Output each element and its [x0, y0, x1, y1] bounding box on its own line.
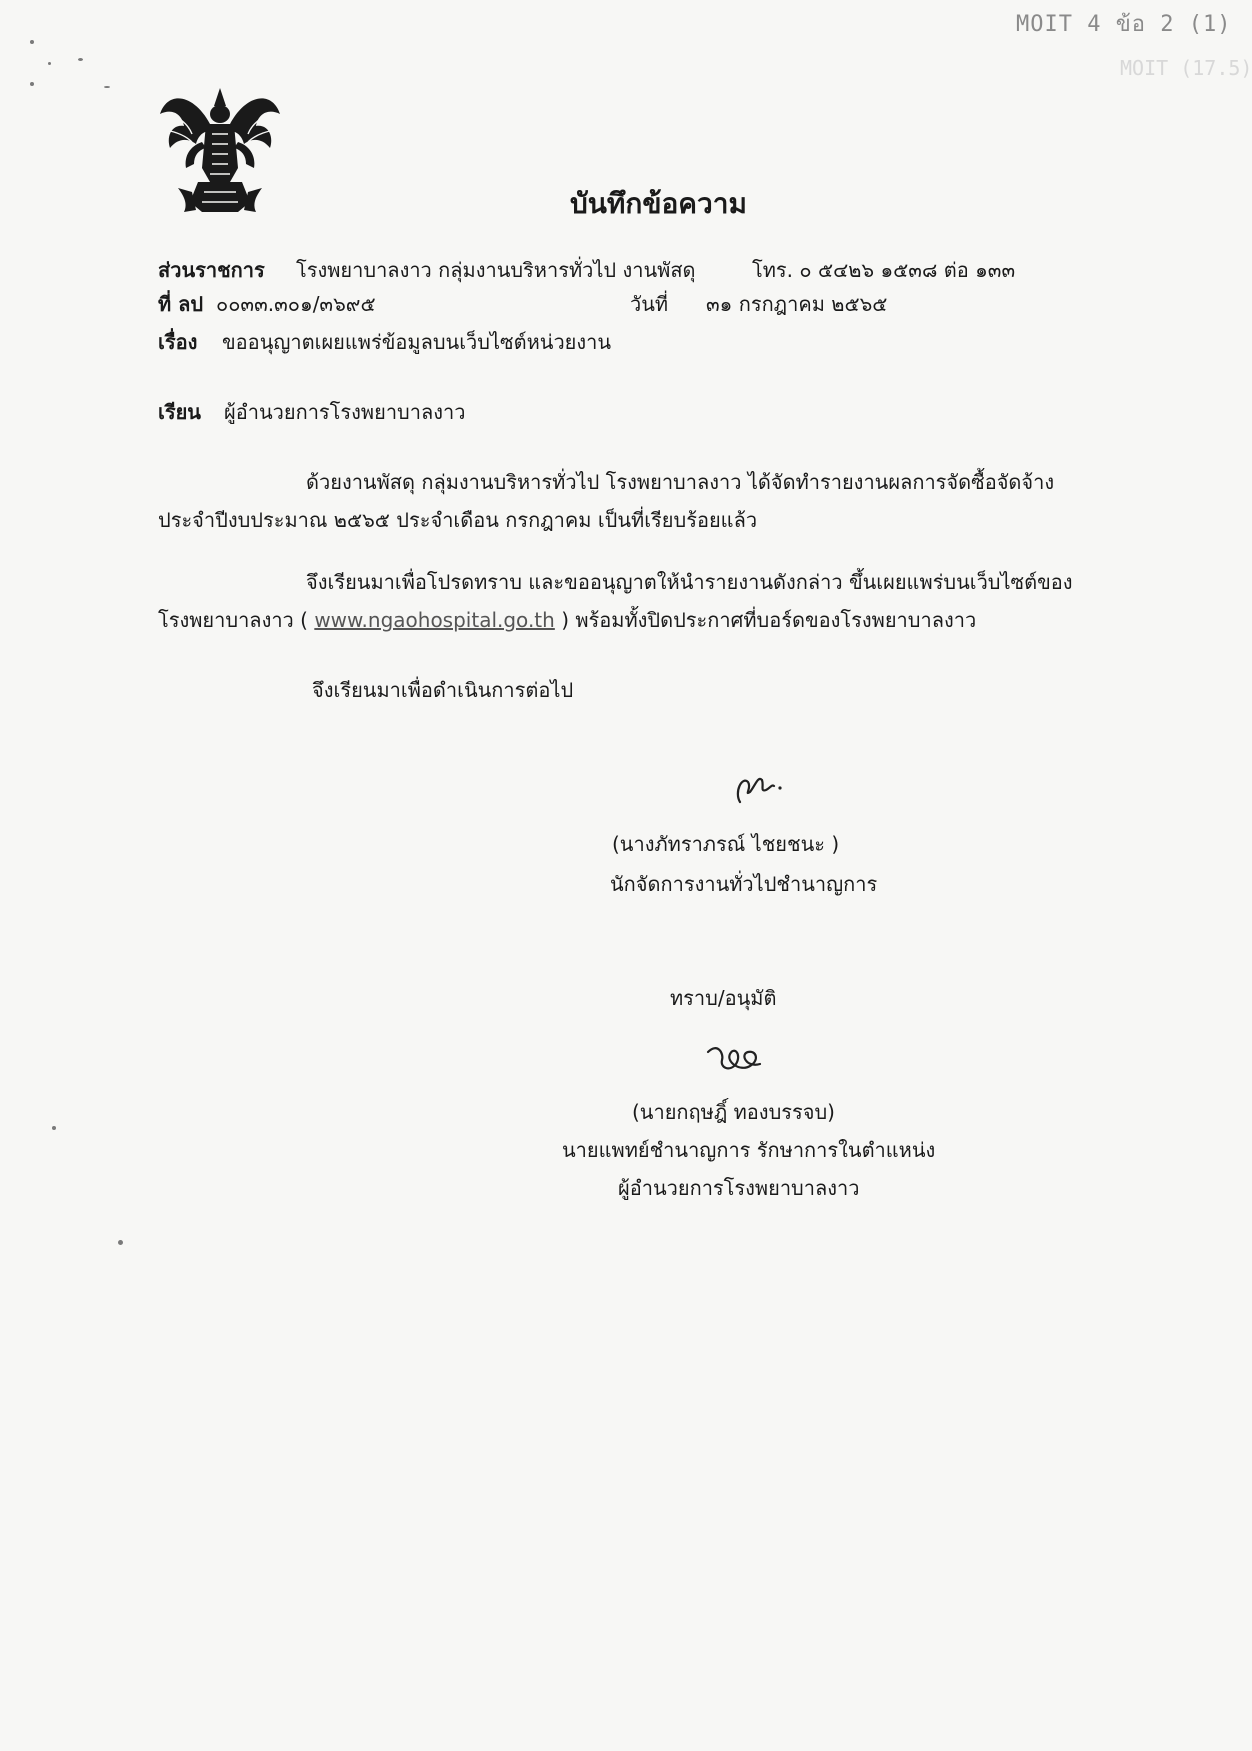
paragraph-2-text-a: โรงพยาบาลงาว (	[158, 608, 308, 632]
reference-number: ๐๐๓๓.๓๐๑/๓๖๙๕	[216, 292, 376, 316]
agency-label: ส่วนราชการ	[158, 258, 265, 282]
memo-title: บันทึกข้อความ	[570, 187, 747, 220]
body-paragraph-2-line-1: จึงเรียนมาเพื่อโปรดทราบ และขออนุญาตให้นำรายงานดังกล่าว ขึ้นเผยแพร่บนเว็บไซต์ของ	[306, 570, 1073, 594]
date-value: ๓๑ กรกฎาคม ๒๕๖๕	[706, 292, 888, 316]
reference-label: ที่ ลป	[158, 292, 204, 316]
body-paragraph-2-line-2	[158, 606, 976, 634]
faint-reference-note: MOIT (17.5)	[1120, 56, 1252, 80]
approval-text: ทราบ/อนุมัติ	[670, 986, 777, 1010]
website-link[interactable]: www.ngaohospital.go.th	[314, 608, 555, 632]
scan-speck	[118, 1240, 123, 1245]
signer-1-position: นักจัดการงานทั่วไปชำนาญการ	[610, 872, 878, 896]
scan-speck	[52, 1126, 56, 1130]
phone-number: โทร. ๐ ๕๔๒๖ ๑๕๓๘ ต่อ ๑๓๓	[752, 258, 1016, 282]
scan-speck	[30, 82, 34, 86]
body-paragraph-3: จึงเรียนมาเพื่อดำเนินการต่อไป	[312, 678, 574, 702]
scan-speck	[104, 86, 110, 88]
date-label: วันที่	[630, 292, 669, 316]
signer-2-name: (นายกฤษฎิ์ ทองบรรจบ)	[632, 1100, 835, 1124]
body-paragraph-1-line-1: ด้วยงานพัสดุ กลุ่มงานบริหารทั่วไป โรงพยาบาลงาว ได้จัดทำรายงานผลการจัดซื้อจัดจ้าง	[306, 470, 1055, 494]
garuda-emblem-icon	[158, 84, 283, 216]
signature-2-scribble	[704, 1038, 770, 1078]
signature-1-scribble	[728, 762, 788, 810]
salutation-label: เรียน	[158, 400, 201, 424]
handwritten-reference-note: MOIT 4 ข้อ 2 (1)	[1016, 12, 1232, 37]
body-paragraph-1-line-2: ประจำปีงบประมาณ ๒๕๖๕ ประจำเดือน กรกฎาคม เป็นที่เรียบร้อยแล้ว	[158, 508, 758, 532]
subject-value: ขออนุญาตเผยแพร่ข้อมูลบนเว็บไซต์หน่วยงาน	[222, 330, 612, 354]
paragraph-2-text-b: ) พร้อมทั้งปิดประกาศที่บอร์ดของโรงพยาบาลงาว	[561, 608, 977, 632]
subject-label: เรื่อง	[158, 330, 198, 354]
scan-speck	[78, 58, 83, 61]
scan-speck	[30, 40, 34, 44]
agency-value: โรงพยาบาลงาว กลุ่มงานบริหารทั่วไป งานพัสดุ	[296, 258, 696, 282]
salutation-value: ผู้อำนวยการโรงพยาบาลงาว	[224, 400, 466, 424]
signer-2-position-1: นายแพทย์ชำนาญการ รักษาการในตำแหน่ง	[562, 1138, 936, 1162]
signer-2-position-2: ผู้อำนวยการโรงพยาบาลงาว	[618, 1176, 860, 1200]
signer-1-name: (นางภัทราภรณ์ ไชยชนะ )	[612, 832, 840, 856]
scan-speck	[48, 62, 51, 65]
